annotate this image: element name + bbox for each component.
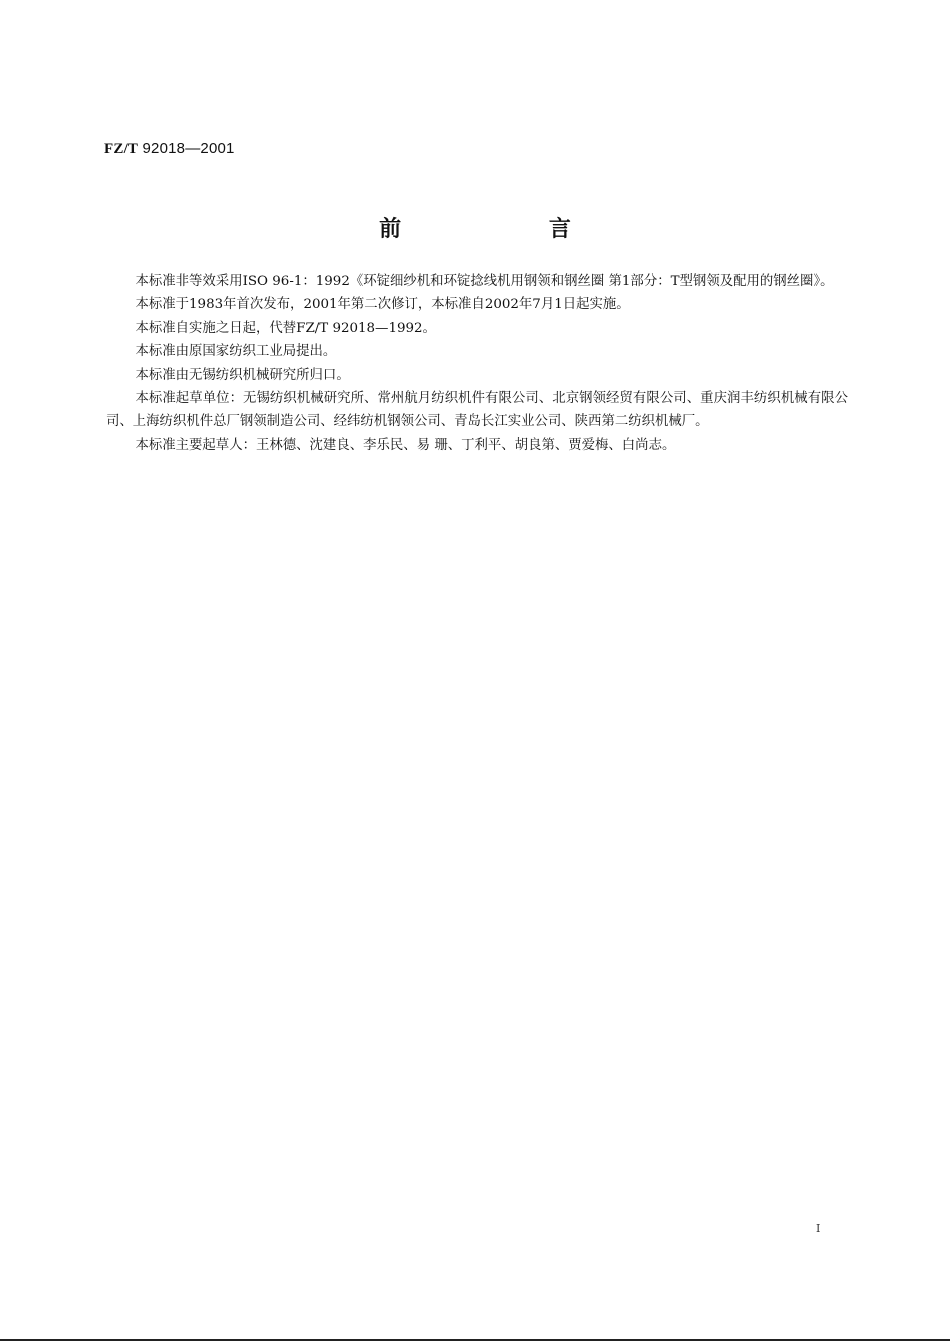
paragraph-proposer: 本标准由原国家纺织工业局提出。 [135, 344, 337, 360]
page-number: I [816, 1222, 821, 1235]
standard-code-number: 92018—2001 [142, 140, 235, 157]
bottom-border [0, 1339, 950, 1341]
standard-code [104, 140, 235, 158]
paragraph-history: 本标准于1983年首次发布，2001年第二次修订，本标准自2002年7月1日起实施。 [135, 297, 630, 313]
standard-code-prefix: FZ/T [104, 141, 139, 157]
paragraph-drafting-units: 本标准起草单位：无锡纺织机械研究所、常州航月纺织机件有限公司、北京钢领经贸有限公司、重庆润丰纺织机械有限公司、上海纺织机件总厂钢领制造公司、经纬纺机钢领公司、青岛长江实业公司、陕西第二纺织机械厂。 [106, 391, 848, 430]
paragraph-centralizer: 本标准由无锡纺织机械研究所归口。 [135, 367, 350, 383]
page-title: 前 言 [379, 217, 641, 242]
paragraph-drafters: 本标准主要起草人：王林德、沈建良、李乐民、易 珊、丁利平、胡良第、贾爱梅、白尚志。 [135, 437, 676, 453]
paragraph-adoption: 本标准非等效采用ISO 96-1：1992《环锭细纱机和环锭捻线机用钢领和钢丝圈 第1部分：T型钢领及配用的钢丝圈》。 [135, 274, 834, 289]
foreword-body [106, 270, 848, 457]
paragraph-replacement: 本标准自实施之日起，代替FZ/T 92018—1992。 [135, 320, 436, 336]
